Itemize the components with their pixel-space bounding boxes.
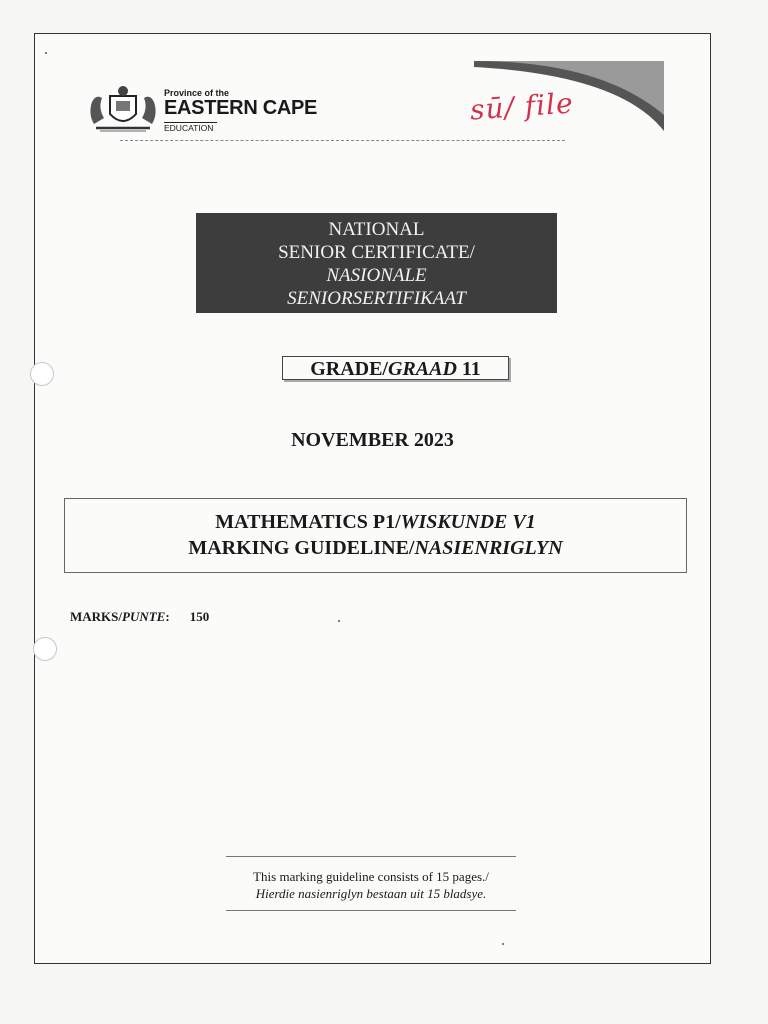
subject-title-afrikaans: WISKUNDE V1: [400, 511, 536, 533]
footer-divider-top: [226, 856, 516, 857]
document-type: MARKING GUIDELINE/: [188, 537, 415, 559]
subject-line-1: [65, 509, 686, 535]
subject-line-2: [65, 535, 686, 561]
exam-date: NOVEMBER 2023: [291, 429, 454, 451]
province-logo-text: [164, 88, 317, 136]
grade-label-afrikaans: GRAAD: [387, 358, 457, 380]
page-count-english: This marking guideline consists of 15 pages./: [253, 869, 489, 884]
punch-hole-bottom: [33, 637, 57, 661]
logo-province-label: Province of the: [164, 88, 230, 98]
marks-value: 150: [189, 609, 210, 624]
marks-label-afrikaans: PUNTE: [122, 609, 166, 624]
logo-department: EDUCATION: [164, 122, 217, 133]
handwritten-annotation: sū/ file: [468, 86, 575, 127]
page-count-afrikaans: Hierdie nasienriglyn bestaan uit 15 bladsye.: [255, 886, 487, 901]
grade-label: GRADE/: [310, 358, 388, 380]
certificate-line-2: SENIOR CERTIFICATE/: [278, 242, 475, 263]
scan-speck: [338, 620, 340, 622]
logo-province-name: EASTERN CAPE: [164, 97, 318, 119]
certificate-line-3: NASIONALE: [326, 265, 427, 286]
page-count-note: [226, 868, 516, 902]
punch-hole-top: [30, 362, 54, 386]
marks-label: MARKS/: [70, 609, 122, 624]
subject-title: MATHEMATICS P1/: [215, 511, 401, 533]
scan-speck: [502, 943, 504, 945]
certificate-line-1: NATIONAL: [328, 219, 425, 240]
certificate-title-panel: [196, 213, 557, 313]
footer-divider-bottom: [226, 910, 516, 911]
coat-of-arms-icon: [86, 84, 160, 134]
grade-value: 11: [456, 358, 481, 380]
subject-box: [64, 498, 687, 573]
coat-of-arms-logo: [86, 84, 160, 134]
marks-colon: :: [165, 609, 170, 624]
header-divider: [120, 140, 565, 141]
certificate-line-4: SENIORSERTIFIKAAT: [287, 288, 466, 309]
grade-box: [282, 356, 509, 380]
scan-speck: [45, 52, 47, 54]
document-type-afrikaans: NASIENRIGLYN: [414, 537, 563, 559]
total-marks: [70, 609, 209, 625]
